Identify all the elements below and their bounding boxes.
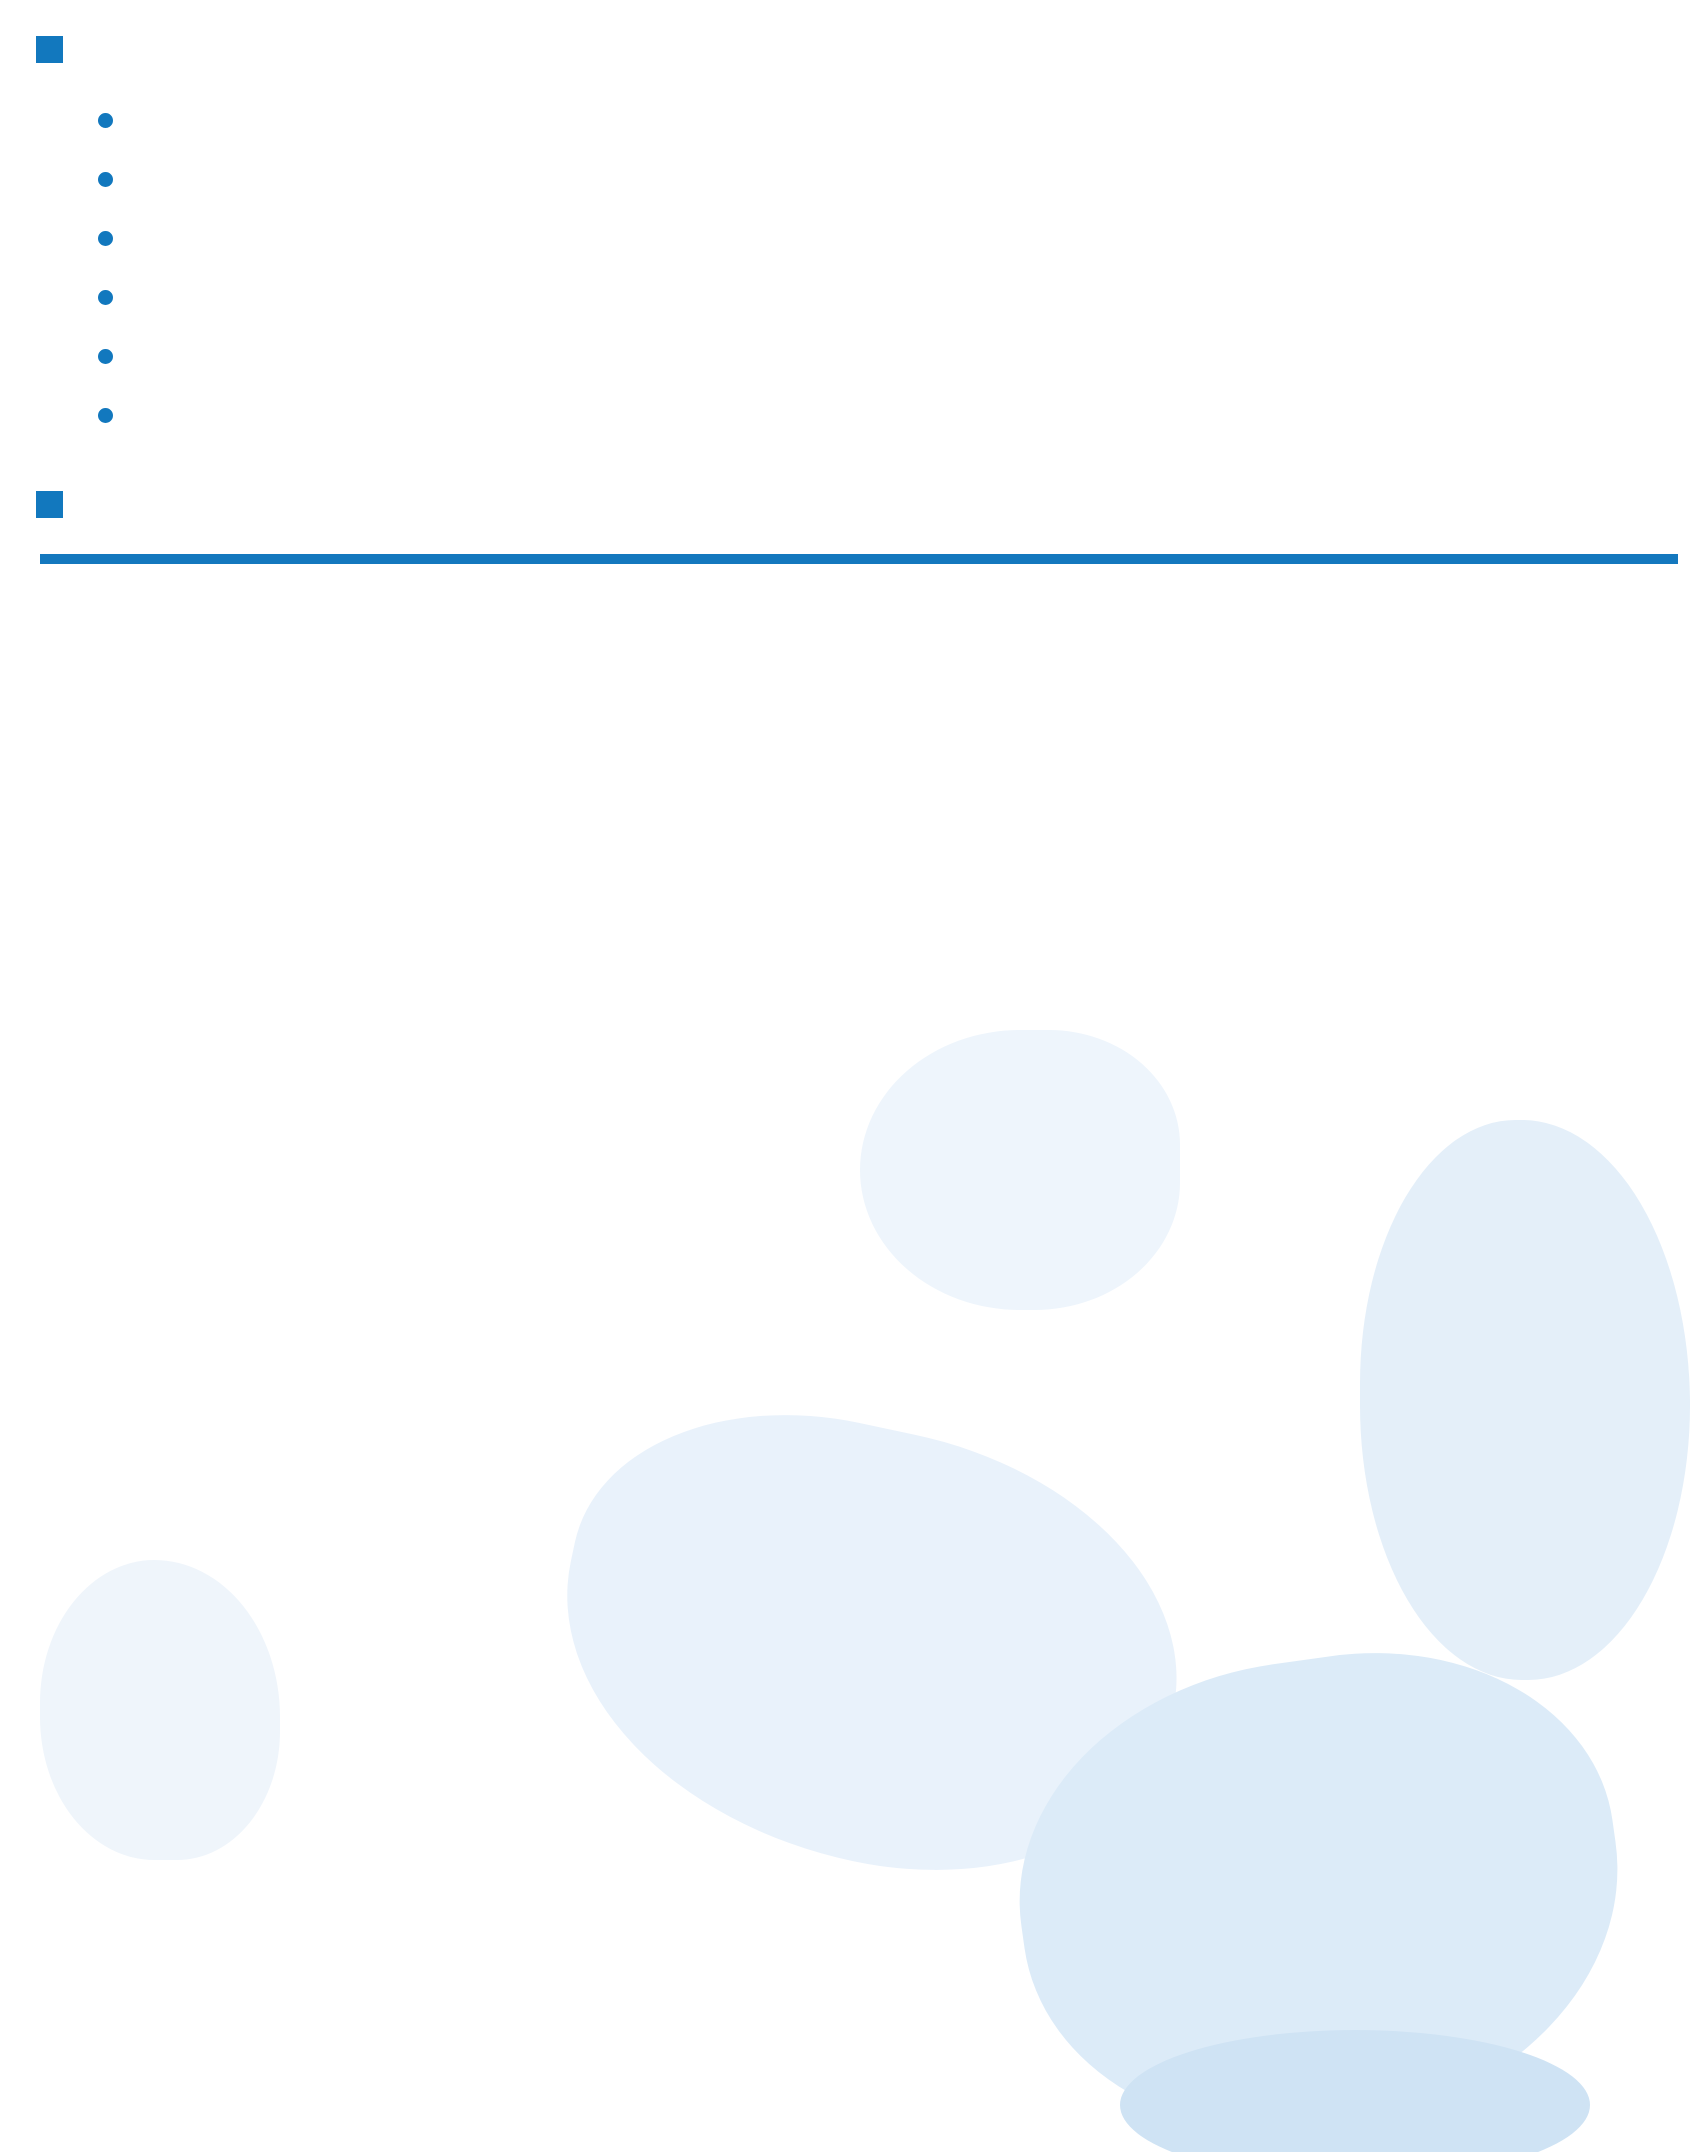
bullet-icon (98, 172, 113, 187)
section-marker-icon (36, 36, 63, 63)
bullet-item (40, 91, 1660, 150)
watermark-blob (1360, 1120, 1690, 1680)
section5-title (36, 491, 1700, 518)
bullet-icon (98, 290, 113, 305)
watermark-blob (40, 1560, 280, 1860)
bullet-paragraph (40, 386, 1660, 445)
watermark-blob (860, 1030, 1180, 1310)
bullet-paragraph (40, 327, 1660, 386)
section4-title (36, 36, 1700, 63)
section4-bullets (0, 91, 1700, 445)
bullet-icon (98, 113, 113, 128)
bullet-icon (98, 349, 113, 364)
section-marker-icon (36, 491, 63, 518)
bullet-icon (98, 408, 113, 423)
bullet-item (40, 268, 1660, 327)
bullet-item (40, 150, 1660, 209)
parameters-table-wrapper (40, 554, 1678, 564)
bullet-item (40, 209, 1660, 268)
bullet-icon (98, 231, 113, 246)
